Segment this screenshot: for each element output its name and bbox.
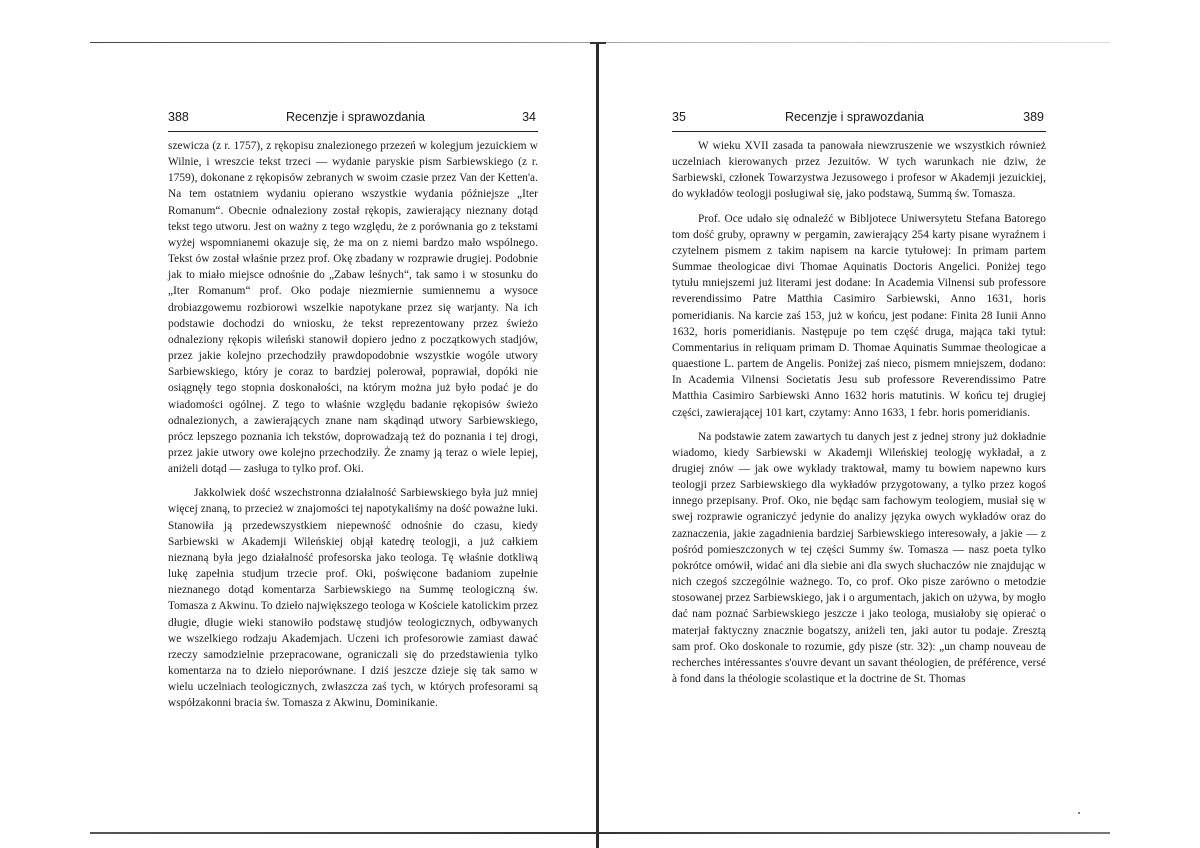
right-page-number-outer: 389 [1023,110,1044,124]
right-page [672,110,1046,687]
left-paragraph-2: Jakkolwiek dość wszechstronna działalność Sarbiewskiego była już mniej więcej znaną, to przecież w znajomości tej napotykaliśmy na dość poważne luki. Stanowiła ją przedewszystkiem niepewność odnośnie do czasu, kiedy Sarbiewski w Akademji Wileńskiej objął katedrę teologji, a już całkiem nieznaną była jego działalność profesorska jako teologa. Tę właśnie dotkliwą lukę zapełnia studjum trzecie prof. Oki, poświęcone badaniom zupełnie nieznanego dotąd komentarza Sarbiewskiego na Summę teologiczną św. Tomasza z Akwinu. To dzieło największego teologa w Kościele katolickim przez długie, długie wieki stanowiło podstawę studjów teologicznych, odbywanych we wszelkiego rodzaju Akademjach. Uczeni ich profesorowie zamiast dawać rzeczy samodzielnie przepracowane, ograniczali się do przedstawienia tylko komentarza na to dzieło nieporównane. I dziś jeszcze dzieje się tak samo w wielu uczelniach teologicznych, zwłaszcza zaś tych, w których profesorami są współzakonni bracia św. Tomasza z Akwinu, Dominikanie. [168,487,538,710]
scan-edge-bottom [90,832,1110,834]
right-page-body [672,138,1046,687]
left-page [168,110,538,711]
right-paragraph-2: Prof. Oce udało się odnaleźć w Bibljotece Uniwersytetu Stefana Batorego tom dość gruby, oprawny w pergamin, zawierający 254 karty pisane wyraźnem i czytelnem pismem z takim napisem na karcie tytułowej: In primam partem Summae theologicae divi Thomae Aquinatis Doctoris Angelici. Poniżej tego tytułu mniejszemi już literami jest dodane: In Academia Vilnensi sub professore reverendissimo Patre Matthia Casimiro Sarbiewski, Anno 1631, horis pomeridianis. Na karcie zaś 153, już w końcu, jest podane: Finita 28 Iunii Anno 1632, horis pomeridianis. Następuje po tem część druga, mająca taki tytuł: Commentarius in reliquam primam D. Thomae Aquinatis Summae theologicae a quaestione L. partem de Angelis. Poniżej zaś nieco, pismem mniejszem, dodano: In Academia Vilnensi Societatis Jesu sub professore Reverendissimo Patre Matthia Casimiro Sarbiewski Anno 1632 horis matutinis. W końcu tej drugiej części, zawierającej 101 kart, czytamy: Anno 1633, 1 febr. horis pomeridianis. [672,212,1046,419]
left-page-number-inner: 34 [522,110,536,124]
right-paragraph-3: Na podstawie zatem zawartych tu danych jest z jednej strony już dokładnie wiadomo, kiedy Sarbiewski w Akademji Wileńskiej teologję wykładał, a z drugiej znów — jak owe wykłady traktował, mamy tu bowiem napewno kurs teologji przez Sarbiewskiego dla wykładów przygotowany, a tylko przez kogoś innego przepisany. Prof. Oko, nie będąc sam fachowym teologiem, musiał się w swej rozprawie ograniczyć jedynie do analizy języka owych wykładów oraz do zaznaczenia, jakie zagadnienia bardziej Sarbiewskiego interesowały, a jakie — z pośród pomieszczonych w tej części Summy św. Tomasza — nasz poeta tylko pokrótce omówił, widać ani dla siebie ani dla swych słuchaczów nie znajdując w nich czegoś szczególnie ważnego. To, co prof. Oko pisze zarówno o metodzie stosowanej przez Sarbiewskiego, jak i o argumentach, jakich on używa, by mogło dać nam poznać Sarbiewskiego jeszcze i jako teologa, musiałoby się opierać o materjał faktyczny znacznie bogatszy, aniżeli ten, jaki autor tu podaje. Zresztą sam prof. Oko doskonale to rozumie, gdy pisze (str. 32): „un champ nouveau de recherches intéressantes s'ouvre devant un savant théologien, de préférence, versé à fond dans la théologie scolastique et la doctrine de St. Thomas [672,430,1046,685]
right-page-number-inner: 35 [672,110,686,124]
left-paragraph-1: szewicza (z r. 1757), z rękopisu znalezionego przezeń w kolegjum jezuickiem w Wilnie, i wreszcie tekst trzeci — wydanie paryskie pism Sarbiewskiego (z r. 1759), dokonane z rękopisów zebranych w swoim czasie przez Van der Ketten'a. Na tem ostatniem wydaniu opierano wszystkie wydania późniejsze „Iter Romanum“. Obecnie odnaleziony został rękopis, zawierający nieznany dotąd tekst tego utworu. Jest on ważny z tego względu, że z porównania go z tekstami wyżej wspomnianemi okazuje się, że ma on z niemi bardzo mało wspólnego. Tekst ów został właśnie przez prof. Okę zbadany w rozprawie drugiej. Podobnie jak to miało miejsce odnośnie do „Zabaw leśnych“, tak samo i w stosunku do „Iter Romanum“ prof. Oko podaje niezmiernie sumiennemu a wysoce drobiazgowemu rozbiorowi wszelkie napotykane przez się warjanty. Na ich podstawie dochodzi do wniosku, że tekst reprezentowany przez świeżo odnaleziony rękopis wileński stanowił dopiero jedno z początkowych stadjów, przez jakie kolejno przechodziły prawdopodobnie wszystkie wogóle utwory Sarbiewskiego, który je coraz to bardziej polerował, poprawiał, dopóki nie osiągnęły tego stopnia doskonałości, na którym można już było podać je do wiadomości ogólnej. Z tego to właśnie względu badanie rękopisów świeżo odnalezionych, a zawierających znane nam skądinąd utwory Sarbiewskiego, prócz lepszego poznania ich tekstów, doprowadzają też do poznania i tej drogi, przez jakie utwory owe kolejno przechodziły. Że znamy ją teraz o wiele lepiej, aniżeli dotąd — zasługa to tylko prof. Oki. [168,140,538,476]
book-gutter [596,44,599,848]
left-page-number-outer: 388 [168,110,189,124]
scan-speck [1078,812,1080,814]
right-page-header [672,110,1046,132]
right-running-title: Recenzje i sprawozdania [785,110,924,124]
left-page-body [168,138,538,711]
left-running-title: Recenzje i sprawozdania [285,110,425,124]
left-page-header [168,110,538,132]
right-paragraph-1: W wieku XVII zasada ta panowała niewzruszenie we wszystkich również uczelniach kierowanych przez Jezuitów. W tych warunkach nie dziw, że Sarbiewski, członek Towarzystwa Jezusowego i profesor w Akademji jezuickiej, do wykładów teologji posługiwał się, jako podstawą, Summą św. Tomasza. [672,140,1046,201]
